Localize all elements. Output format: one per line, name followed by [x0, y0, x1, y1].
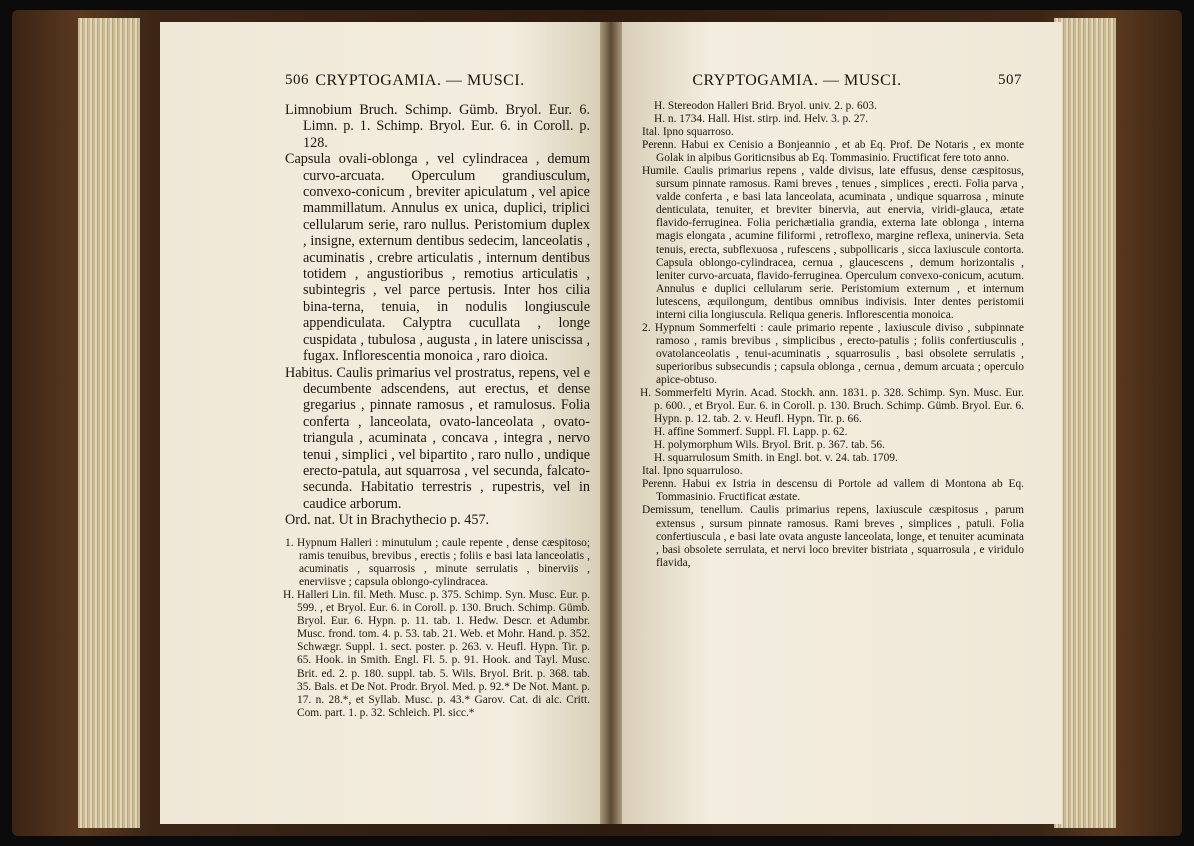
species-diagnosis: 2. Hypnum Sommerfelti : caule primario repente , laxiuscule diviso , subpinnate ramoso , ramis brevibus , simplicibus , erecto-patulis ; foliis confertiusculis , ovatolanceolatis , tenui-acuminatis , squarrosulis , basi obsolete serrulatis , superioribus subsecundis ; capsula oblonga , cernua , demum arcuata ; operculo apice-obtuso. — [642, 321, 1024, 386]
right-page-body — [642, 100, 1024, 570]
synonym-line: H. affine Sommerf. Suppl. Fl. Lapp. p. 62. — [654, 426, 848, 439]
species-diagnosis: 1. Hypnum Halleri : minutulum ; caule repente , dense cæspitoso; ramis tenuibus, brevibus , erectis ; foliis e basi lata lanceolatis , acuminatis , squarrosis , minute serrulatis , binerviis , enerviisve ; capsula oblongo-cylindracea. — [285, 536, 590, 588]
left-running-head — [160, 72, 600, 94]
ord-nat-line: Ord. nat. Ut in Brachythecio p. 457. — [285, 512, 490, 529]
species-synonyms: H. Halleri Lin. fil. Meth. Musc. p. 375. Schimp. Syn. Musc. Eur. p. 599. , et Bryol. Eur. 6. in Coroll. p. 130. Bruch. Schimp. Gümb. Bryol. Eur. 6. Hypn. p. 11. tab. 1. Hedw. Descr. et Adumbr. Musc. frond. tom. 4. p. 53. tab. 21. Web. et Mohr. Hand. p. 352. Schwægr. Suppl. 1. sect. poster. p. 263. v. Heufl. Hypn. Tir. p. 65. Hook. in Smith. Engl. Fl. 5. p. 91. Hook. and Tayl. Musc. Brit. ed. 2. p. 180. suppl. tab. 5. Wils. Bryol. Brit. p. 368. tab. 35. Bals. et De Not. Prodr. Bryol. Med. p. 92.* De Not. Mant. p. 17. n. 28.*, et Syllab. Musc. p. 43.* Garov. Cat. di alc. Critt. Com. part. 1. p. 32. Schleich. Pl. sicc.* — [283, 588, 590, 719]
page-number: 506 — [285, 72, 309, 88]
genus-description: Capsula ovali-oblonga , vel cylindracea , demum curvo-arcuata. Operculum grandiusculum, convexo-conicum , breviter apiculatum , vel apice mammillatum. Annulus ex unica, duplici, triplici cellularum serie, raro nullus. Peristomium duplex , insigne, externum dentibus sedecim, lanceolatis , acuminatis , crebre articulatis , internum dentibus totidem , angustioribus , remotius articulatis , subintegris , vel parce pertusis. Inter hos cilia bina-terna, tenuia, in nodulis longiuscule appendiculata. Calyptra cucullata , longe cuspidata , tubulosa , augusta , in latere uniscissa , fugax. Inflorescentia monoica , raro dioica. — [285, 151, 590, 365]
habitus-paragraph: Habitus. Caulis primarius vel prostratus, repens, vel e decumbente adscendens, aut erectus, et dense gregarius , pinnate ramosus , et ramulosus. Folia conferta , lanceolata, ovato-lanceolata , ovato-triangula , acuminata , concava , integra , nervo tenui , simplici , vel bipartito , raro nullo , undique erecto-patula, aut squarrosa , vel secunda, falcato-secunda. Habitatio terrestris , rupestris, vel in caudice arborum. — [285, 364, 590, 512]
left-page-body — [285, 102, 590, 720]
page-number: 507 — [998, 72, 1022, 88]
running-title: CRYPTOGAMIA. — MUSCI. — [692, 72, 902, 89]
synonym-line: H. Sommerfelti Myrin. Acad. Stockh. ann. 1831. p. 328. Schimp. Syn. Musc. Eur. p. 600. , et Bryol. Eur. 6. in Coroll. p. 130. Bruch. Schimp. Gümb. Bryol. Eur. 6. Hypn. p. 12. tab. 2. v. Heufl. Hypn. Tir. p. 66. — [640, 387, 1024, 426]
right-page-edges — [1054, 18, 1116, 828]
italian-name: Ital. Ipno squarruloso. — [642, 465, 743, 478]
locality-paragraph: Perenn. Habui ex Istria in descensu di Portole ad vallem di Montona ab Eq. Tommasinio. Fructificat æstate. — [642, 478, 1024, 504]
description-paragraph: Demissum, tenellum. Caulis primarius repens, laxiuscule cæspitosus , parum extensus , sursum pinnate ramosus. Rami breves , simplices , patuli. Folia confertiuscula , e basi late ovata anguste lanceolata, longe, et tenuiter acuminata , basi obsolete serrulata, et nervi loco breviter bistriata , squarrosula , e viridulo flavida, — [642, 504, 1024, 569]
synonym-line: H. squarrulosum Smith. in Engl. bot. v. 24. tab. 1709. — [654, 452, 898, 465]
locality-paragraph: Perenn. Habui ex Cenisio a Bonjeannio , et ab Eq. Prof. De Notaris , ex monte Golak in alpibus Goriticnsibus ab Eq. Tommasinio. Fructificat fere toto anno. — [642, 139, 1024, 165]
right-running-head — [622, 72, 1062, 94]
synonym-line: H. Stereodon Halleri Brid. Bryol. univ. 2. p. 603. — [654, 100, 877, 112]
running-title: CRYPTOGAMIA. — MUSCI. — [315, 72, 525, 89]
synonym-line: H. n. 1734. Hall. Hist. stirp. ind. Helv. 3. p. 27. — [654, 113, 869, 126]
right-page — [622, 22, 1062, 824]
italian-name: Ital. Ipno squarroso. — [642, 126, 734, 139]
book-gutter — [600, 22, 622, 824]
left-page — [160, 22, 600, 824]
left-page-edges — [78, 18, 140, 828]
genus-reference: Limnobium Bruch. Schimp. Gümb. Bryol. Eur. 6. Limn. p. 1. Schimp. Bryol. Eur. 6. in Coroll. p. 128. — [285, 102, 590, 151]
synonym-line: H. polymorphum Wils. Bryol. Brit. p. 367. tab. 56. — [654, 439, 885, 452]
description-paragraph: Humile. Caulis primarius repens , valde divisus, late effusus, dense cæspitosus, sursum pinnate ramosus. Rami breves , tenues , simplices , erecti. Folia parva , valde conferta , e basi lata lanceolata, acuminata , undique squarrosa , minute denticulata, tenuiter, et breviter binervia, aut enervia, viridi-glauca, ætate flavido-ferruginea. Folia perichætialia grandia, externa late oblonga , interna magis elongata , acumine filiformi , retroflexo, margine reflexa, uninervia. Seta tenuis, erecta, subflexuosa , rufescens , subpollicaris , sicca laxiuscule contorta. Capsula oblongo-cylindracea, cernua , glaucescens , demum horizontalis , leniter curvo-arcuata, flavido-ferruginea. Operculum convexo-conicum, acutum. Annulus e duplici cellularum serie. Peristomium externum , et internum lutescens, æquilongum, dentibus omnibus indivisis. Inter dentes peristomii interni cilia longiuscula. Reliqua generis. Inflorescentia monoica. — [642, 165, 1024, 321]
